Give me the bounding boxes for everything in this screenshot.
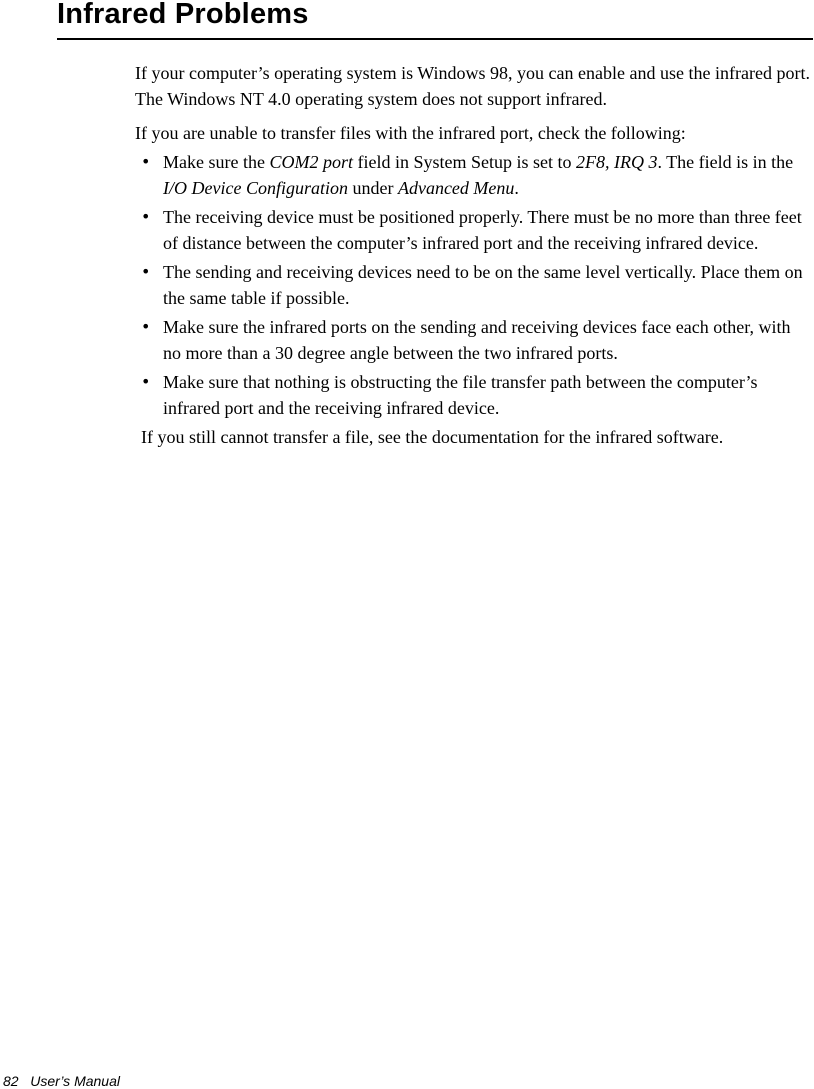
body-content [135,60,810,450]
bullet-text: Make sure the infrared ports on the sending and receiving devices face each other, with no more than a 30 degree angle between the two infrared ports. [163,317,791,363]
bullet-text-part: Make sure the [163,152,270,172]
list-item [135,149,810,201]
setup-menu-name: Advanced Menu [397,178,515,198]
list-item [135,314,810,366]
setting-value: 2F8, IRQ 3 [575,152,658,172]
list-item [135,369,810,421]
section-heading: Infrared Problems [57,0,309,30]
page-number: 82 [3,1073,19,1089]
page-footer [3,1073,120,1089]
list-item [135,204,810,256]
bullet-text-part: field in System Setup is set to [352,152,576,172]
closing-paragraph: If you still cannot transfer a file, see the documentation for the infrared software. [141,427,724,447]
setup-section-name: I/O Device Configuration [163,178,348,198]
troubleshooting-checklist [135,149,810,421]
bullet-icon: • [141,317,151,336]
setting-field-name: COM2 port [269,152,353,172]
checklist-intro-paragraph: If you are unable to transfer files with the infrared port, check the following: [135,123,686,143]
bullet-text: Make sure that nothing is obstructing the file transfer path between the computer’s infrared port and the receiving infrared device. [163,372,758,418]
manual-title: User’s Manual [30,1073,120,1089]
bullet-icon: • [141,262,151,281]
bullet-icon: • [141,207,151,226]
bullet-text: The sending and receiving devices need to be on the same level vertically. Place them on the same table if possible. [163,262,803,308]
bullet-icon: • [141,152,151,171]
bullet-text-part: under [347,178,398,198]
bullet-text-part: . The field is in the [657,152,794,172]
list-item [135,259,810,311]
bullet-text-part: . [514,178,519,198]
heading-rule [57,38,813,40]
bullet-icon: • [141,372,151,391]
intro-paragraph: If your computer’s operating system is Windows 98, you can enable and use the infrared port. The Windows NT 4.0 operating system does not support infrared. [135,63,810,109]
bullet-text: The receiving device must be positioned properly. There must be no more than three feet of distance between the computer’s infrared port and the receiving infrared device. [163,207,802,253]
